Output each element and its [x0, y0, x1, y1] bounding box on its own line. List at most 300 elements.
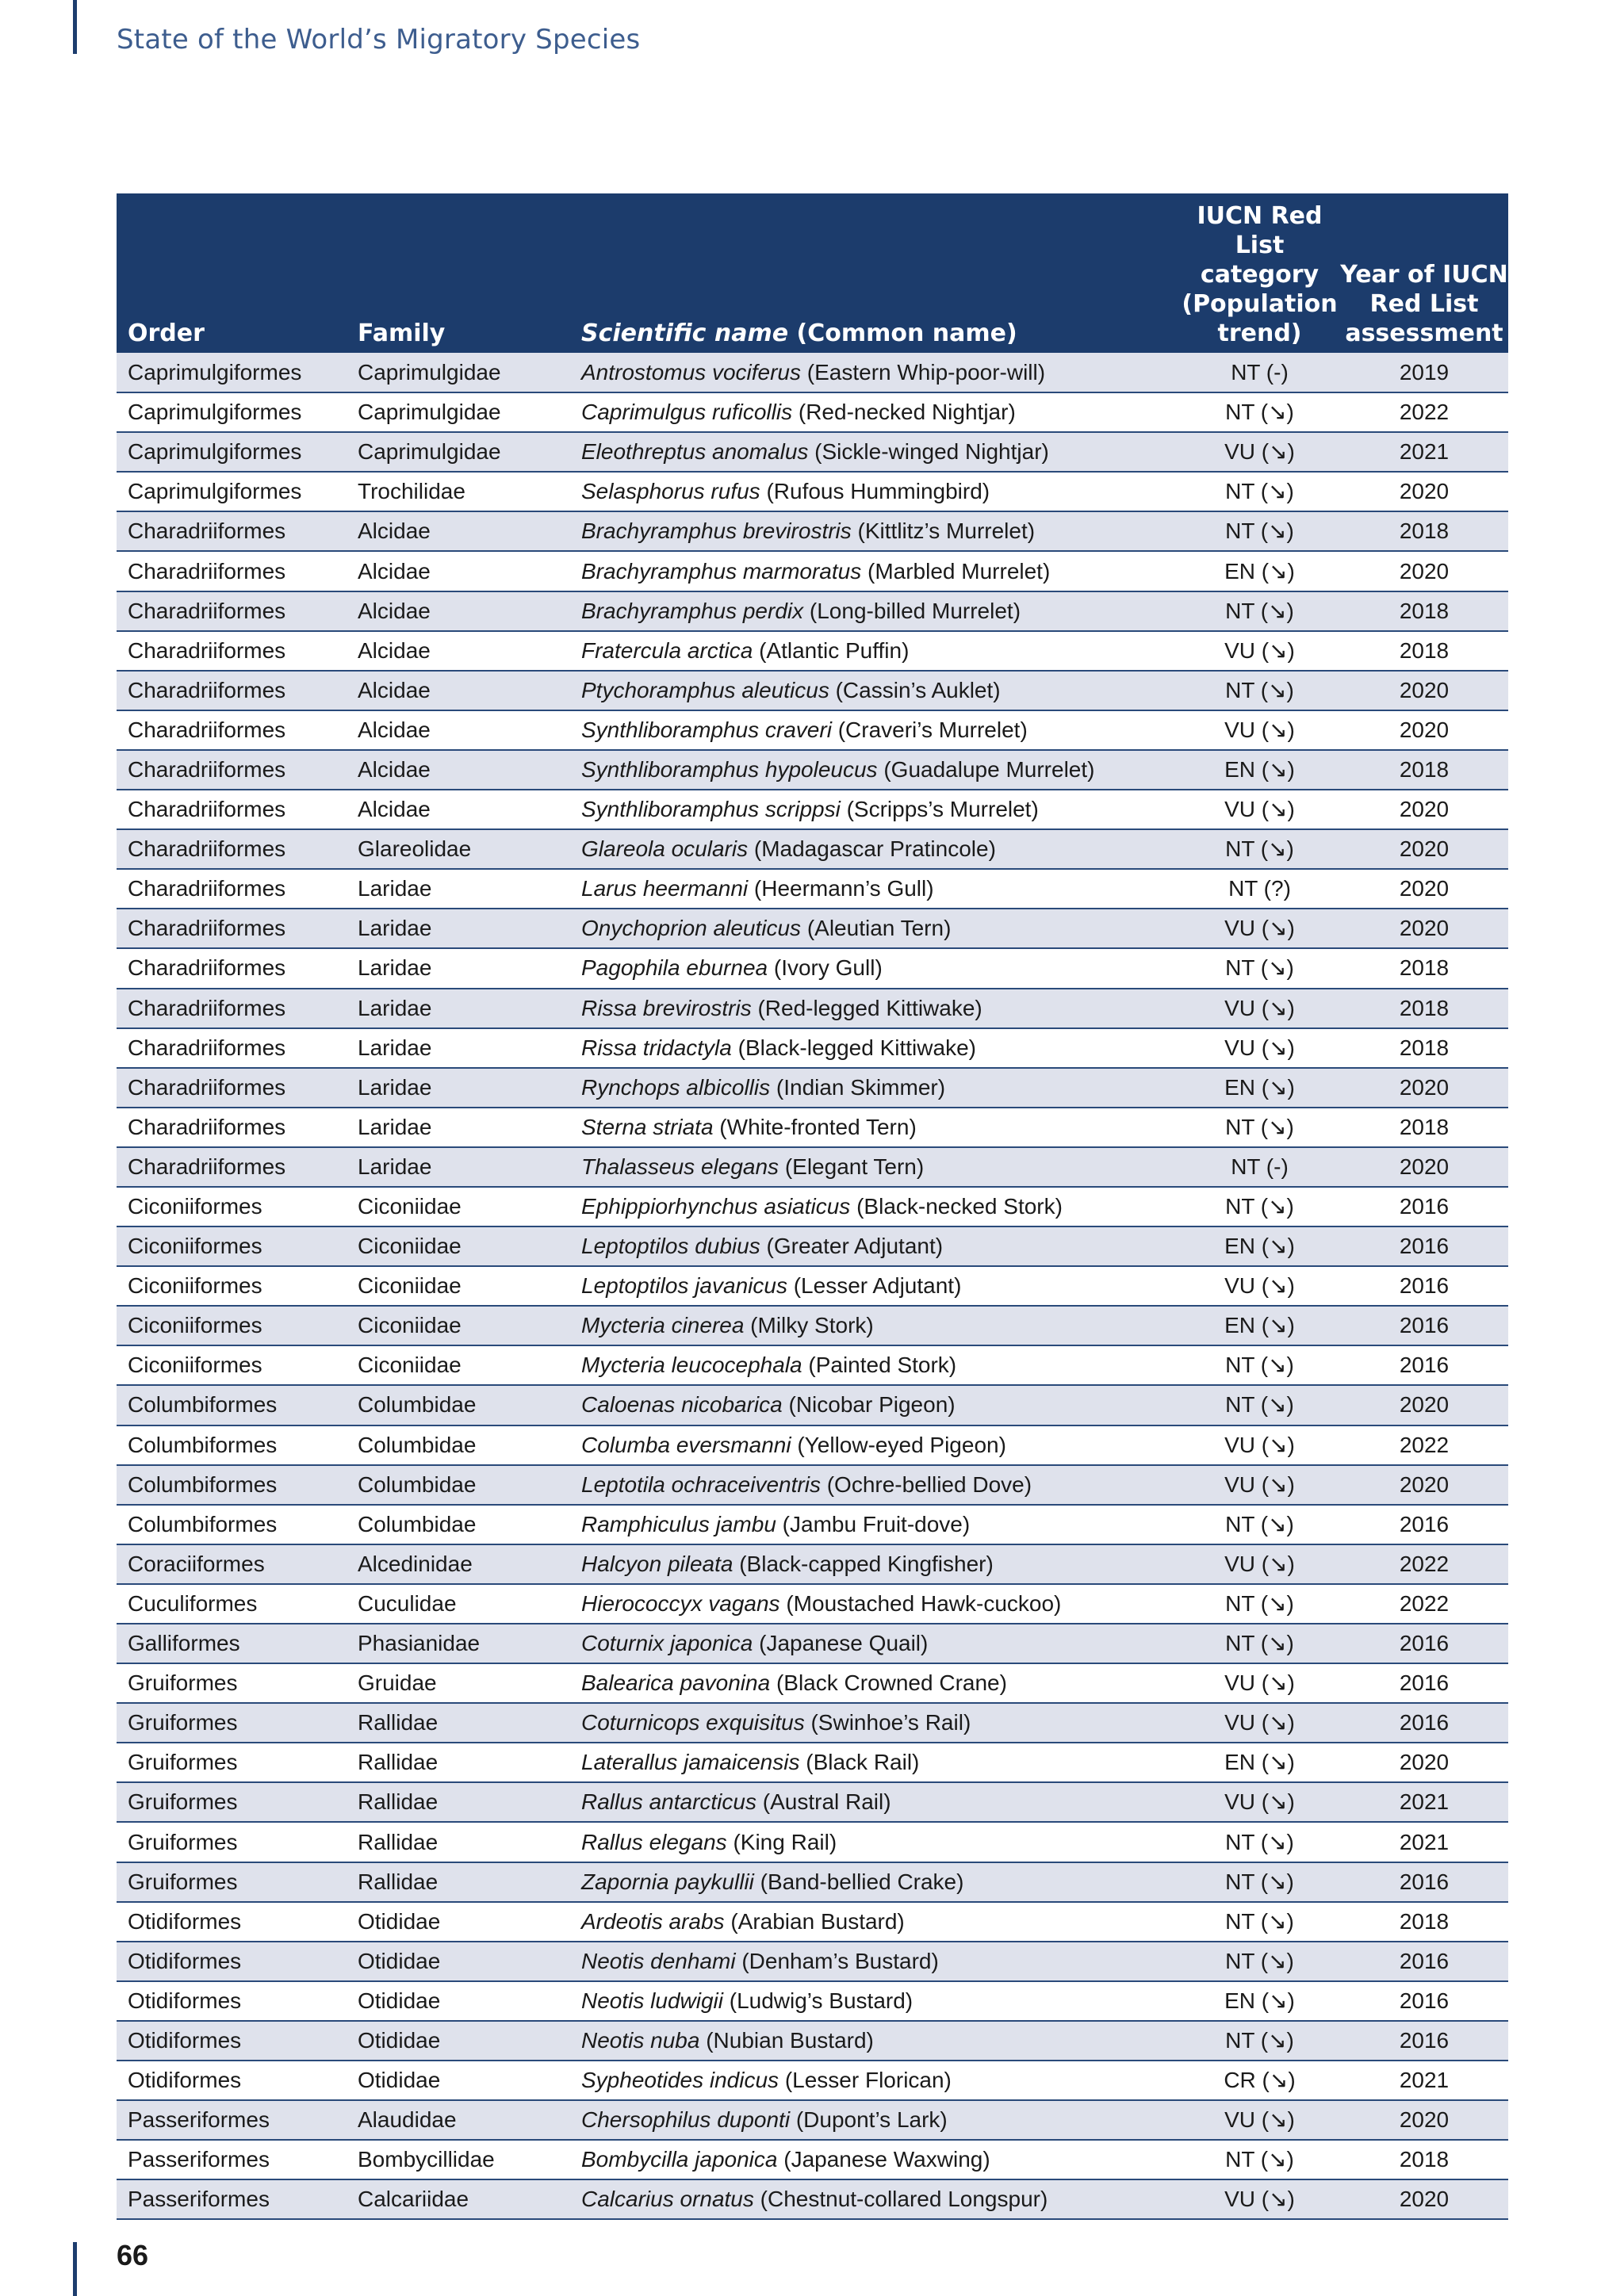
- cell-family: Otididae: [347, 2061, 570, 2100]
- cell-common-name: (Swinhoe’s Rail): [804, 1710, 971, 1735]
- cell-year: 2018: [1340, 1108, 1508, 1147]
- table-row: [117, 1226, 1508, 1266]
- cell-category: VU (↘): [1179, 432, 1340, 472]
- cell-name: [570, 1465, 1179, 1505]
- cell-year: 2021: [1340, 432, 1508, 472]
- table-row: [117, 710, 1508, 750]
- cell-name: [570, 948, 1179, 988]
- cell-scientific-name: Brachyramphus brevirostris: [581, 519, 852, 544]
- cell-year: 2018: [1340, 591, 1508, 631]
- cell-name: [570, 829, 1179, 869]
- cell-family: Calcariidae: [347, 2179, 570, 2219]
- cell-category: NT (↘): [1179, 511, 1340, 551]
- table-row: [117, 1147, 1508, 1187]
- cell-scientific-name: Neotis denhami: [581, 1948, 736, 1973]
- cell-year: 2020: [1340, 1465, 1508, 1505]
- cell-name: [570, 1505, 1179, 1544]
- cell-name: [570, 869, 1179, 909]
- table-row: [117, 1862, 1508, 1902]
- cell-name: [570, 671, 1179, 710]
- column-header-category-line: trend): [1217, 320, 1302, 347]
- cell-order: Charadriiformes: [117, 750, 347, 790]
- table-row: [117, 671, 1508, 710]
- cell-category: NT (↘): [1179, 591, 1340, 631]
- cell-family: Alcidae: [347, 631, 570, 671]
- cell-year: 2019: [1340, 353, 1508, 392]
- cell-common-name: (Scripps’s Murrelet): [840, 797, 1039, 822]
- cell-order: Charadriiformes: [117, 829, 347, 869]
- cell-name: [570, 790, 1179, 829]
- cell-category: VU (↘): [1179, 2100, 1340, 2140]
- cell-scientific-name: Ephippiorhynchus asiaticus: [581, 1194, 851, 1219]
- cell-family: Laridae: [347, 989, 570, 1028]
- cell-year: 2020: [1340, 551, 1508, 591]
- cell-order: Columbiformes: [117, 1385, 347, 1425]
- cell-common-name: (Black-legged Kittiwake): [731, 1035, 976, 1060]
- cell-year: 2020: [1340, 1147, 1508, 1187]
- cell-order: Gruiformes: [117, 1822, 347, 1862]
- cell-family: Cuculidae: [347, 1584, 570, 1624]
- cell-year: 2016: [1340, 1624, 1508, 1663]
- cell-order: Charadriiformes: [117, 989, 347, 1028]
- cell-common-name: (Ivory Gull): [768, 955, 883, 981]
- cell-scientific-name: Ptychoramphus aleuticus: [581, 677, 829, 702]
- cell-family: Ciconiidae: [347, 1306, 570, 1345]
- cell-common-name: (Band-bellied Crake): [753, 1869, 964, 1894]
- table-row: [117, 2021, 1508, 2061]
- cell-category: VU (↘): [1179, 989, 1340, 1028]
- cell-family: Alcidae: [347, 551, 570, 591]
- cell-scientific-name: Rynchops albicollis: [581, 1074, 771, 1100]
- cell-scientific-name: Synthliboramphus scrippsi: [581, 797, 841, 822]
- table-row: [117, 1465, 1508, 1505]
- cell-year: 2016: [1340, 1306, 1508, 1345]
- footer-accent-bar: [73, 2242, 77, 2296]
- cell-category: NT (↘): [1179, 2021, 1340, 2061]
- cell-category: NT (-): [1179, 1147, 1340, 1187]
- table-row: [117, 1822, 1508, 1862]
- cell-year: 2020: [1340, 829, 1508, 869]
- cell-common-name: (Madagascar Pratincole): [748, 836, 996, 862]
- cell-name: [570, 1187, 1179, 1226]
- table-body: [117, 353, 1508, 2219]
- cell-scientific-name: Brachyramphus marmoratus: [581, 558, 862, 584]
- cell-category: NT (↘): [1179, 829, 1340, 869]
- cell-name: [570, 1942, 1179, 1981]
- cell-category: NT (↘): [1179, 671, 1340, 710]
- cell-scientific-name: Antrostomus vociferus: [581, 359, 801, 385]
- cell-category: EN (↘): [1179, 1743, 1340, 1782]
- cell-category: NT (-): [1179, 353, 1340, 392]
- cell-category: NT (↘): [1179, 1942, 1340, 1981]
- cell-name: [570, 432, 1179, 472]
- cell-scientific-name: Coturnicops exquisitus: [581, 1710, 805, 1735]
- cell-family: Rallidae: [347, 1782, 570, 1822]
- cell-year: 2016: [1340, 1663, 1508, 1703]
- cell-order: Charadriiformes: [117, 909, 347, 948]
- cell-common-name: (Ludwig’s Bustard): [722, 1988, 914, 2013]
- column-header-family: Family: [358, 320, 446, 347]
- cell-year: 2016: [1340, 1187, 1508, 1226]
- cell-family: Columbidae: [347, 1425, 570, 1465]
- cell-name: [570, 1902, 1179, 1942]
- cell-scientific-name: Ardeotis arabs: [581, 1908, 725, 1934]
- cell-year: 2016: [1340, 1981, 1508, 2021]
- cell-name: [570, 1068, 1179, 1108]
- cell-name: [570, 1425, 1179, 1465]
- cell-year: 2016: [1340, 1226, 1508, 1266]
- cell-name: [570, 1345, 1179, 1385]
- cell-name: [570, 1743, 1179, 1782]
- cell-order: Ciconiiformes: [117, 1266, 347, 1306]
- cell-scientific-name: Sypheotides indicus: [581, 2068, 779, 2093]
- cell-order: Charadriiformes: [117, 1147, 347, 1187]
- cell-name: [570, 511, 1179, 551]
- cell-scientific-name: Leptoptilos dubius: [581, 1234, 760, 1259]
- cell-year: 2020: [1340, 472, 1508, 511]
- cell-category: NT (↘): [1179, 392, 1340, 432]
- cell-common-name: (Black-necked Stork): [850, 1194, 1063, 1219]
- cell-common-name: (Kittlitz’s Murrelet): [851, 519, 1036, 544]
- cell-family: Rallidae: [347, 1703, 570, 1743]
- cell-scientific-name: Caloenas nicobarica: [581, 1392, 783, 1418]
- cell-family: Rallidae: [347, 1822, 570, 1862]
- cell-family: Otididae: [347, 2021, 570, 2061]
- table-row: [117, 1981, 1508, 2021]
- cell-family: Laridae: [347, 948, 570, 988]
- cell-scientific-name: Rallus antarcticus: [581, 1789, 756, 1815]
- cell-order: Ciconiiformes: [117, 1306, 347, 1345]
- cell-name: [570, 710, 1179, 750]
- cell-order: Charadriiformes: [117, 869, 347, 909]
- cell-name: [570, 2061, 1179, 2100]
- cell-category: VU (↘): [1179, 909, 1340, 948]
- cell-scientific-name: Synthliboramphus hypoleucus: [581, 756, 878, 782]
- column-header-name-common: (Common name): [788, 320, 1017, 347]
- cell-common-name: (Jambu Fruit-dove): [776, 1511, 971, 1536]
- running-header: State of the World’s Migratory Species: [117, 24, 641, 55]
- cell-name: [570, 392, 1179, 432]
- cell-common-name: (Lesser Adjutant): [787, 1273, 962, 1299]
- cell-year: 2020: [1340, 1068, 1508, 1108]
- column-header-year-line: Year of IUCN: [1340, 261, 1508, 289]
- table-row: [117, 432, 1508, 472]
- cell-family: Otididae: [347, 1981, 570, 2021]
- cell-year: 2016: [1340, 2021, 1508, 2061]
- cell-year: 2021: [1340, 1822, 1508, 1862]
- cell-scientific-name: Mycteria leucocephala: [581, 1353, 802, 1378]
- cell-family: Alaudidae: [347, 2100, 570, 2140]
- column-header-year-line: Red List: [1369, 290, 1479, 318]
- cell-family: Bombycillidae: [347, 2140, 570, 2179]
- cell-common-name: (Austral Rail): [756, 1789, 891, 1815]
- cell-category: EN (↘): [1179, 1068, 1340, 1108]
- cell-year: 2022: [1340, 1584, 1508, 1624]
- table-row: [117, 1385, 1508, 1425]
- cell-common-name: (Arabian Bustard): [724, 1908, 905, 1934]
- column-header-name: [570, 193, 1179, 353]
- table-row: [117, 1108, 1508, 1147]
- cell-common-name: (Black-capped Kingfisher): [733, 1551, 994, 1576]
- cell-family: Rallidae: [347, 1862, 570, 1902]
- cell-scientific-name: Pagophila eburnea: [581, 955, 768, 981]
- cell-order: Otidiformes: [117, 2021, 347, 2061]
- table-row: [117, 591, 1508, 631]
- table-row: [117, 1663, 1508, 1703]
- cell-order: Charadriiformes: [117, 631, 347, 671]
- cell-year: 2016: [1340, 1266, 1508, 1306]
- table-row: [117, 1624, 1508, 1663]
- cell-common-name: (Atlantic Puffin): [753, 637, 910, 663]
- cell-year: 2018: [1340, 2140, 1508, 2179]
- cell-year: 2020: [1340, 671, 1508, 710]
- cell-family: Glareolidae: [347, 829, 570, 869]
- column-header-category-line: IUCN Red: [1197, 202, 1323, 230]
- cell-order: Ciconiiformes: [117, 1345, 347, 1385]
- page-number: 66: [117, 2239, 149, 2271]
- cell-common-name: (Black Crowned Crane): [770, 1670, 1007, 1696]
- cell-category: NT (↘): [1179, 1385, 1340, 1425]
- cell-scientific-name: Laterallus jamaicensis: [581, 1750, 800, 1775]
- cell-name: [570, 2021, 1179, 2061]
- cell-name: [570, 631, 1179, 671]
- cell-common-name: (Heermann’s Gull): [748, 876, 934, 901]
- cell-scientific-name: Thalasseus elegans: [581, 1154, 779, 1179]
- cell-family: Laridae: [347, 1108, 570, 1147]
- cell-year: 2016: [1340, 1942, 1508, 1981]
- cell-year: 2021: [1340, 1782, 1508, 1822]
- cell-name: [570, 1584, 1179, 1624]
- cell-scientific-name: Caprimulgus ruficollis: [581, 400, 793, 425]
- cell-family: Alcidae: [347, 671, 570, 710]
- cell-category: EN (↘): [1179, 551, 1340, 591]
- cell-order: Charadriiformes: [117, 671, 347, 710]
- cell-order: Otidiformes: [117, 1981, 347, 2021]
- cell-name: [570, 1385, 1179, 1425]
- cell-name: [570, 2100, 1179, 2140]
- cell-order: Gruiformes: [117, 1782, 347, 1822]
- cell-common-name: (Red-legged Kittiwake): [751, 995, 982, 1020]
- cell-order: Gruiformes: [117, 1743, 347, 1782]
- species-table: [117, 193, 1508, 2220]
- cell-name: [570, 1782, 1179, 1822]
- cell-year: 2016: [1340, 1345, 1508, 1385]
- cell-common-name: (Japanese Waxwing): [777, 2147, 990, 2172]
- cell-family: Otididae: [347, 1942, 570, 1981]
- table-row: [117, 2100, 1508, 2140]
- cell-common-name: (Moustached Hawk-cuckoo): [779, 1590, 1062, 1616]
- cell-order: Charadriiformes: [117, 1028, 347, 1068]
- cell-family: Gruidae: [347, 1663, 570, 1703]
- cell-family: Laridae: [347, 909, 570, 948]
- cell-category: NT (↘): [1179, 1822, 1340, 1862]
- cell-name: [570, 1663, 1179, 1703]
- cell-scientific-name: Leptoptilos javanicus: [581, 1273, 787, 1299]
- cell-order: Ciconiiformes: [117, 1226, 347, 1266]
- cell-family: Otididae: [347, 1902, 570, 1942]
- cell-family: Trochilidae: [347, 472, 570, 511]
- table-row: [117, 1187, 1508, 1226]
- cell-category: NT (↘): [1179, 1345, 1340, 1385]
- table-row: [117, 750, 1508, 790]
- cell-order: Charadriiformes: [117, 1068, 347, 1108]
- cell-name: [570, 750, 1179, 790]
- cell-year: 2018: [1340, 948, 1508, 988]
- cell-year: 2020: [1340, 2179, 1508, 2219]
- cell-year: 2018: [1340, 631, 1508, 671]
- column-header-order: Order: [128, 320, 205, 347]
- table-row: [117, 1703, 1508, 1743]
- cell-family: Alcidae: [347, 750, 570, 790]
- cell-common-name: (Black Rail): [799, 1750, 920, 1775]
- cell-name: [570, 1862, 1179, 1902]
- cell-scientific-name: Ramphiculus jambu: [581, 1511, 776, 1536]
- cell-order: Charadriiformes: [117, 948, 347, 988]
- cell-order: Caprimulgiformes: [117, 353, 347, 392]
- cell-common-name: (Aleutian Tern): [801, 916, 952, 941]
- cell-category: VU (↘): [1179, 1028, 1340, 1068]
- cell-year: 2020: [1340, 2100, 1508, 2140]
- cell-common-name: (King Rail): [726, 1829, 837, 1854]
- table-row: [117, 1425, 1508, 1465]
- cell-scientific-name: Rissa tridactyla: [581, 1035, 732, 1060]
- cell-family: Columbidae: [347, 1465, 570, 1505]
- table-row: [117, 2061, 1508, 2100]
- table-row: [117, 1942, 1508, 1981]
- cell-common-name: (Long-billed Murrelet): [803, 598, 1021, 623]
- cell-common-name: (Greater Adjutant): [760, 1234, 944, 1259]
- cell-name: [570, 1028, 1179, 1068]
- cell-category: NT (↘): [1179, 948, 1340, 988]
- cell-common-name: (Marbled Murrelet): [861, 558, 1051, 584]
- cell-common-name: (Craveri’s Murrelet): [831, 717, 1028, 742]
- cell-year: 2022: [1340, 1425, 1508, 1465]
- table-row: [117, 948, 1508, 988]
- cell-year: 2022: [1340, 1544, 1508, 1584]
- cell-order: Charadriiformes: [117, 551, 347, 591]
- table-row: [117, 1743, 1508, 1782]
- table-row: [117, 1544, 1508, 1584]
- cell-family: Laridae: [347, 1068, 570, 1108]
- cell-category: VU (↘): [1179, 1703, 1340, 1743]
- cell-category: EN (↘): [1179, 1981, 1340, 2021]
- cell-common-name: (Denham’s Bustard): [735, 1948, 939, 1973]
- table-row: [117, 2179, 1508, 2219]
- cell-common-name: (Milky Stork): [744, 1313, 874, 1338]
- cell-name: [570, 1266, 1179, 1306]
- cell-name: [570, 1226, 1179, 1266]
- cell-scientific-name: Synthliboramphus craveri: [581, 717, 832, 742]
- column-header-category: [1179, 193, 1340, 353]
- cell-category: CR (↘): [1179, 2061, 1340, 2100]
- column-header-category-line: List category: [1200, 232, 1320, 289]
- cell-scientific-name: Selasphorus rufus: [581, 479, 760, 504]
- column-header-name-scientific: Scientific name: [581, 320, 789, 347]
- cell-category: VU (↘): [1179, 1266, 1340, 1306]
- cell-family: Laridae: [347, 869, 570, 909]
- cell-year: 2018: [1340, 511, 1508, 551]
- cell-category: NT (↘): [1179, 1108, 1340, 1147]
- cell-scientific-name: Brachyramphus perdix: [581, 598, 804, 623]
- cell-year: 2016: [1340, 1703, 1508, 1743]
- cell-scientific-name: Neotis ludwigii: [581, 1988, 723, 2013]
- cell-year: 2020: [1340, 1385, 1508, 1425]
- cell-family: Phasianidae: [347, 1624, 570, 1663]
- cell-category: VU (↘): [1179, 710, 1340, 750]
- cell-scientific-name: Zapornia paykullii: [581, 1869, 754, 1894]
- cell-order: Columbiformes: [117, 1465, 347, 1505]
- table-row: [117, 1028, 1508, 1068]
- cell-name: [570, 1108, 1179, 1147]
- cell-scientific-name: Mycteria cinerea: [581, 1313, 745, 1338]
- cell-scientific-name: Bombycilla japonica: [581, 2147, 778, 2172]
- cell-common-name: (Chestnut-collared Longspur): [753, 2187, 1048, 2212]
- table-row: [117, 1902, 1508, 1942]
- cell-common-name: (Japanese Quail): [753, 1631, 929, 1656]
- cell-order: Charadriiformes: [117, 710, 347, 750]
- cell-name: [570, 1822, 1179, 1862]
- cell-category: EN (↘): [1179, 1226, 1340, 1266]
- cell-category: VU (↘): [1179, 1544, 1340, 1584]
- cell-common-name: (Rufous Hummingbird): [760, 479, 990, 504]
- cell-common-name: (Guadalupe Murrelet): [877, 756, 1095, 782]
- cell-year: 2018: [1340, 1902, 1508, 1942]
- cell-scientific-name: Chersophilus duponti: [581, 2107, 791, 2133]
- cell-order: Charadriiformes: [117, 591, 347, 631]
- cell-order: Caprimulgiformes: [117, 432, 347, 472]
- cell-year: 2018: [1340, 750, 1508, 790]
- cell-name: [570, 353, 1179, 392]
- table-row: [117, 2140, 1508, 2179]
- cell-scientific-name: Hierococcyx vagans: [581, 1590, 780, 1616]
- cell-family: Caprimulgidae: [347, 432, 570, 472]
- cell-family: Alcedinidae: [347, 1544, 570, 1584]
- cell-order: Galliformes: [117, 1624, 347, 1663]
- cell-year: 2020: [1340, 790, 1508, 829]
- cell-order: Columbiformes: [117, 1425, 347, 1465]
- table-row: [117, 909, 1508, 948]
- cell-category: NT (↘): [1179, 2140, 1340, 2179]
- cell-order: Passeriformes: [117, 2140, 347, 2179]
- cell-year: 2021: [1340, 2061, 1508, 2100]
- cell-common-name: (White-fronted Tern): [713, 1114, 917, 1139]
- table-row: [117, 631, 1508, 671]
- table-row: [117, 1782, 1508, 1822]
- cell-common-name: (Indian Skimmer): [770, 1074, 946, 1100]
- cell-scientific-name: Balearica pavonina: [581, 1670, 771, 1696]
- cell-category: NT (↘): [1179, 1505, 1340, 1544]
- cell-name: [570, 1981, 1179, 2021]
- cell-family: Alcidae: [347, 790, 570, 829]
- table-row: [117, 1068, 1508, 1108]
- cell-category: NT (↘): [1179, 1187, 1340, 1226]
- cell-common-name: (Ochre-bellied Dove): [820, 1471, 1032, 1497]
- cell-order: Caprimulgiformes: [117, 472, 347, 511]
- cell-name: [570, 591, 1179, 631]
- table-row: [117, 472, 1508, 511]
- cell-order: Coraciiformes: [117, 1544, 347, 1584]
- cell-family: Laridae: [347, 1028, 570, 1068]
- cell-family: Ciconiidae: [347, 1187, 570, 1226]
- column-header-category-line: (Population: [1182, 290, 1338, 318]
- cell-scientific-name: Rissa brevirostris: [581, 995, 752, 1020]
- cell-scientific-name: Coturnix japonica: [581, 1631, 753, 1656]
- cell-common-name: (Red-necked Nightjar): [792, 400, 1016, 425]
- cell-category: VU (↘): [1179, 1782, 1340, 1822]
- cell-family: Caprimulgidae: [347, 392, 570, 432]
- cell-scientific-name: Columba eversmanni: [581, 1432, 791, 1457]
- table-row: [117, 790, 1508, 829]
